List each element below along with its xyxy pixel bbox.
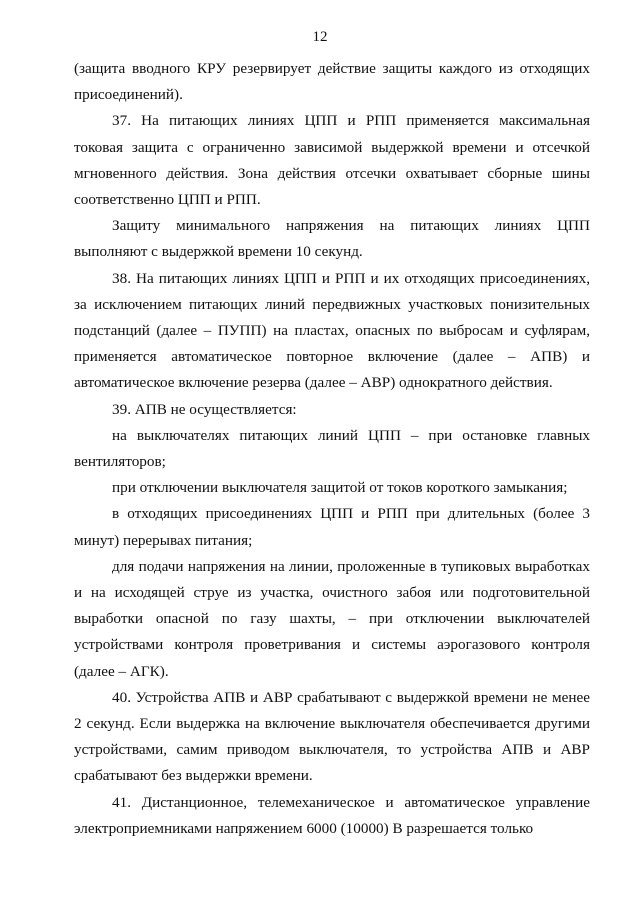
paragraph: при отключении выключателя защитой от токов короткого замыкания; bbox=[112, 479, 568, 497]
paragraph: Защиту минимального напряжения на питающих линиях ЦПП выполняют с выдержкой времени 10 секунд. bbox=[74, 217, 590, 261]
paragraph: 39. АПВ не осуществляется: bbox=[112, 400, 297, 418]
paragraph: 37. На питающих линиях ЦПП и РПП применяется максимальная токовая защита с ограниченно зависимой выдержкой времени и отсечкой мгновенного действия. Зона действия отсечки охватывает сборные шины соответственно ЦПП и РПП. bbox=[74, 112, 590, 209]
page-number: 12 bbox=[312, 29, 328, 45]
document-body bbox=[74, 56, 590, 842]
paragraph: 38. На питающих линиях ЦПП и РПП и их отходящих присоединениях, за исключением питающих линий передвижных участковых понизительных подстанций (далее – ПУПП) на пластах, опасных по выбросам и суфлярам, применяется автоматическое повторное включение (далее – АПВ) и автоматическое включение резерва (далее – АВР) однократного действия. bbox=[74, 269, 590, 392]
paragraph: 41. Дистанционное, телемеханическое и автоматическое управление электроприемниками напряжением 6000 (10000) В разрешается только bbox=[74, 793, 590, 837]
paragraph: 40. Устройства АПВ и АВР срабатывают с выдержкой времени не менее 2 секунд. Если выдержка на включение выключателя обеспечивается другими устройствами, самим приводом выключателя, то устройства АПВ и АВР срабатывают без выдержки времени. bbox=[74, 688, 590, 785]
paragraph: для подачи напряжения на линии, проложенные в тупиковых выработках и на исходящей струе из участка, очистного забоя или подготовительной выработки опасной по газу шахты, – при отключении выключателей устройствами контроля проветривания и системы аэрогазового контроля (далее – АГК). bbox=[74, 557, 590, 680]
paragraph: в отходящих присоединениях ЦПП и РПП при длительных (более 3 минут) перерывах питания; bbox=[74, 505, 590, 549]
paragraph: на выключателях питающих линий ЦПП – при остановке главных вентиляторов; bbox=[74, 426, 590, 471]
paragraph: (защита вводного КРУ резервирует действие защиты каждого из отходящих присоединений). bbox=[74, 60, 590, 104]
